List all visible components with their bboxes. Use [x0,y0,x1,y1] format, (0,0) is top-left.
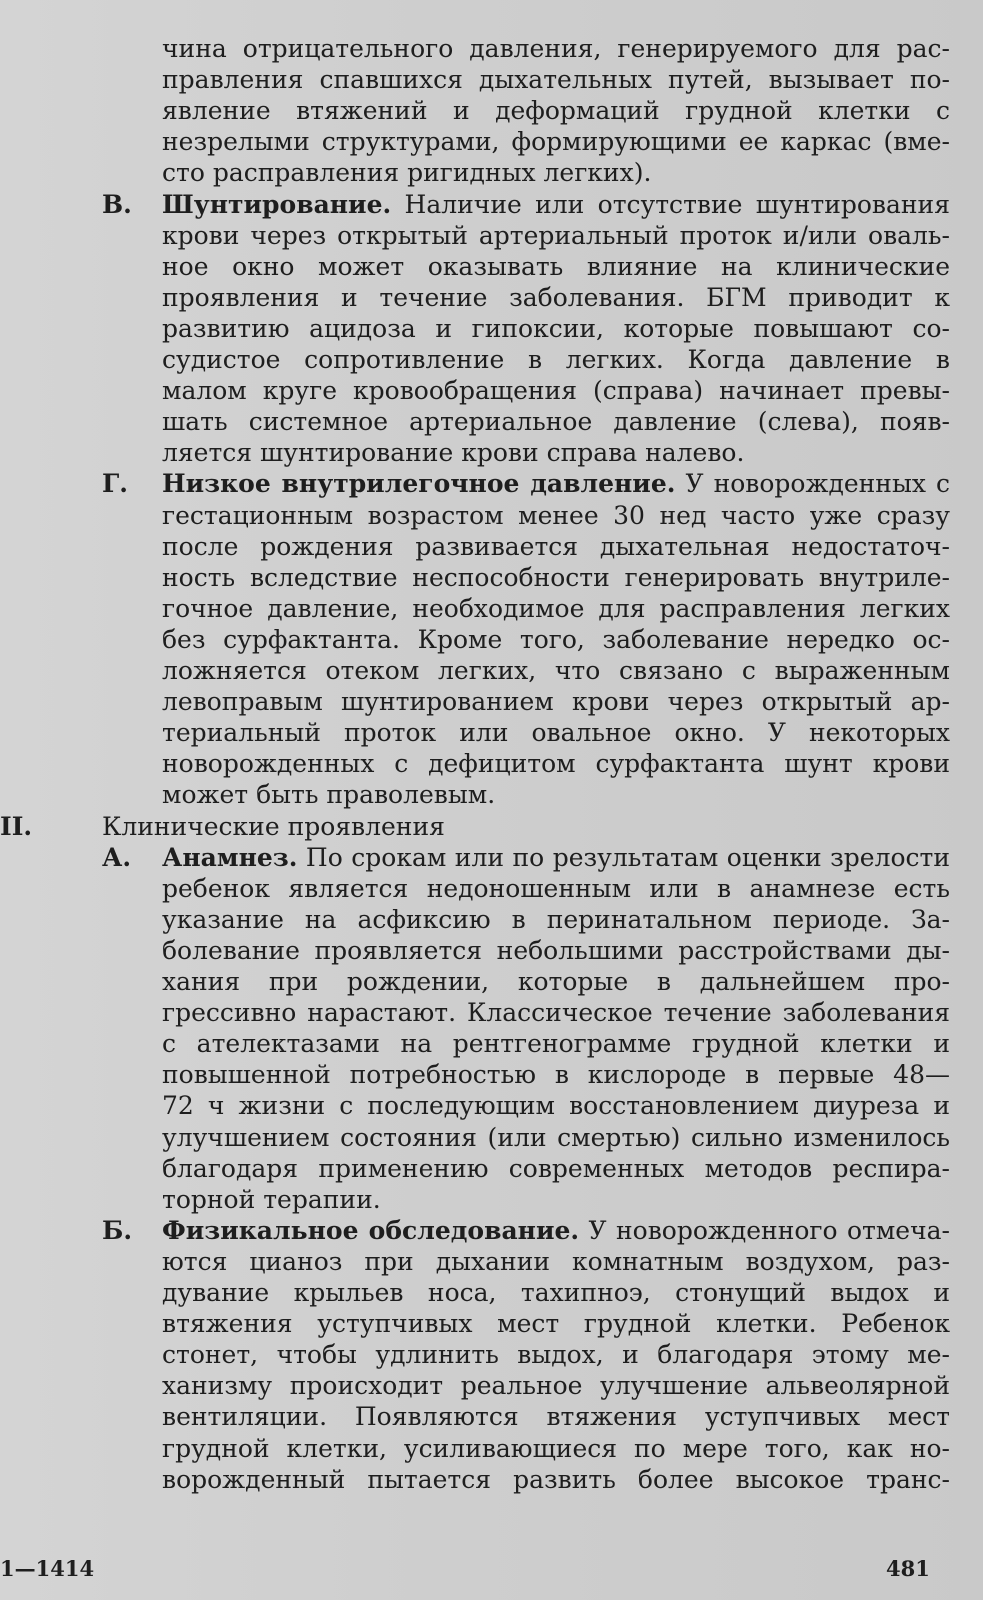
line-content: гочное давление, необходимое для расправления легких [162,593,950,623]
line-text [162,500,950,532]
text-line [0,1339,983,1371]
line-content: улучшением состояния (или смертью) сильно изменилось [162,1122,950,1152]
line-content: левоправым шунтированием крови через открытый ар- [162,687,950,717]
line-text [162,1433,950,1465]
text-line [0,1028,983,1060]
line-content: новорожденных с дефицитом сурфактанта шунт крови [162,749,950,779]
text-line [0,375,983,407]
line-content: втяжения уступчивых мест грудной клетки. Ребенок [162,1309,950,1339]
line-content: стонет, чтобы удлинить выдох, и благодаря этому ме- [162,1340,950,1370]
text-line [0,95,983,127]
text-line [0,282,983,314]
text-line [0,748,983,780]
line-content: повышенной потребностью в кислороде в первые 48— [162,1060,950,1090]
line-content: По срокам или по результатам оценки зрелости [297,842,950,872]
line-text [162,562,950,594]
line-content: У новорожденного отмеча- [579,1215,950,1245]
line-text [162,1339,950,1371]
line-text [162,748,950,780]
item-label: Г. [102,469,128,499]
line-text [162,1028,950,1060]
text-line [0,220,983,252]
text-line [0,562,983,594]
text-line [0,189,983,221]
text-line [0,1277,983,1309]
text-line [0,593,983,625]
item-title: Анамнез. [162,842,298,872]
line-text [162,842,950,874]
item-label: Б. [102,1215,133,1245]
line-content: вентиляции. Появляются втяжения уступчивых мест [162,1402,950,1432]
line-text [162,873,950,905]
line-text [162,126,950,158]
text-line [0,811,983,843]
line-text [162,935,950,967]
line-text [162,406,950,438]
footer-signature: 1—1414 [0,1556,95,1581]
line-text [162,1246,950,1278]
line-text [162,437,950,469]
text-line [0,966,983,998]
line-content: может быть праволевым. [162,780,496,810]
line-text [162,95,950,127]
text-line [0,126,983,158]
text-line [0,842,983,874]
line-content: ное окно может оказывать влияние на клинические [162,251,950,281]
text-line [0,33,983,65]
line-text [162,966,950,998]
line-content: ворожденный пытается развить более высокое транс- [162,1464,950,1494]
line-content: незрелыми структурами, формирующими ее каркас (вме- [162,127,950,157]
text-line [0,1153,983,1185]
text-line [0,500,983,532]
line-content: после рождения развивается дыхательная недостаточ- [162,531,950,561]
text-line [0,873,983,905]
text-line [0,1059,983,1091]
text-line [0,251,983,283]
line-text [162,1059,950,1091]
line-text [162,189,950,221]
item-title: Физикальное обследование. [162,1215,580,1245]
line-content: явление втяжений и деформаций грудной клетки с [162,96,950,126]
text-line [0,1215,983,1247]
text-line [0,997,983,1029]
line-content: благодаря применению современных методов респира- [162,1153,950,1183]
item-title: Шунтирование. [162,189,392,219]
line-content: с ателектазами на рентгенограмме грудной клетки и [162,1029,950,1059]
line-text [162,1464,950,1496]
line-content: указание на асфиксию в перинатальном периоде. За- [162,904,950,934]
line-content: ребенок является недоношенным или в анамнезе есть [162,873,950,903]
line-text [162,1153,950,1185]
line-content: крови через открытый артериальный проток и/или оваль- [162,220,950,250]
line-content: проявления и течение заболевания. БГМ приводит к [162,282,950,312]
text-line [0,1464,983,1496]
section-number: II. [0,811,33,841]
text-line [0,1246,983,1278]
item-title: Низкое внутрилегочное давление. [162,469,676,499]
line-text [162,1215,950,1247]
line-text [162,1308,950,1340]
line-text [162,282,950,314]
text-line [0,1401,983,1433]
line-content: грудной клетки, усиливающиеся по мере того, как но- [162,1433,950,1463]
line-text [162,1122,950,1154]
text-line [0,1433,983,1465]
line-text [162,655,950,687]
line-text [162,251,950,283]
line-text [162,375,950,407]
line-content: хания при рождении, которые в дальнейшем про- [162,967,950,996]
line-text [162,1090,950,1122]
line-content: торной терапии. [162,1184,381,1214]
text-line [0,935,983,967]
line-text [162,220,950,252]
line-text [162,531,950,563]
line-text [162,624,950,656]
line-text [162,593,950,625]
line-content: Наличие или отсутствие шунтирования [391,189,950,219]
page-number: 481 [886,1556,930,1581]
item-label: В. [102,189,132,219]
line-content: чина отрицательного давления, генерируемого для рас- [162,34,950,63]
text-line [0,157,983,189]
text-line [0,437,983,469]
line-content: шать системное артериальное давление (слева), появ- [162,407,950,437]
line-text [162,1184,950,1216]
line-text [162,157,950,189]
line-content: правления спавшихся дыхательных путей, вызывает по- [162,65,950,95]
line-content: ляется шунтирование крови справа налево. [162,438,745,468]
text-line [0,717,983,749]
item-label: А. [102,842,132,872]
text-line [0,904,983,936]
line-text [162,1277,950,1309]
line-content: ханизму происходит реальное улучшение альвеолярной [162,1371,950,1401]
line-text [162,344,950,376]
line-content: дувание крыльев носа, тахипноэ, стонущий выдох и [162,1278,950,1307]
line-text [162,904,950,936]
line-content: териальный проток или овальное окно. У некоторых [162,718,950,748]
text-line [0,1370,983,1402]
line-content: У новорожденных с [675,469,951,499]
line-content: грессивно нарастают. Классическое течение заболевания [162,998,950,1028]
text-line [0,313,983,345]
text-line [0,468,983,500]
line-text [162,64,950,96]
line-content: 72 ч жизни с последующим восстановлением диуреза и [162,1091,950,1121]
line-text [162,1370,950,1402]
text-line [0,686,983,718]
line-content: судистое сопротивление в легких. Когда давление в [162,345,950,374]
line-content: гестационным возрастом менее 30 нед часто уже сразу [162,500,950,530]
line-content: ность вследствие неспособности генерировать внутриле- [162,562,950,592]
line-text [162,717,950,749]
text-line [0,655,983,687]
line-content: болевание проявляется небольшими расстройствами ды- [162,935,950,965]
line-text [162,779,950,811]
text-line [0,406,983,438]
text-line [0,344,983,376]
line-text [162,313,950,345]
text-line [0,1122,983,1154]
section-heading: Клинические проявления [102,811,445,841]
line-content: развитию ацидоза и гипоксии, которые повышают со- [162,313,950,343]
line-text [162,686,950,718]
text-line [0,1184,983,1216]
line-text [162,1401,950,1433]
text-line [0,1308,983,1340]
line-text [162,33,950,65]
line-content: сто расправления ригидных легких). [162,158,652,188]
line-content: ложняется отеком легких, что связано с выраженным [162,656,950,685]
line-text [162,468,950,500]
line-text [162,997,950,1029]
line-content: малом круге кровообращения (справа) начинает превы- [162,376,950,406]
text-line [0,531,983,563]
text-line [0,1090,983,1122]
line-content: ются цианоз при дыхании комнатным воздухом, раз- [162,1246,950,1276]
text-line [0,624,983,656]
line-content: без сурфактанта. Кроме того, заболевание нередко ос- [162,624,950,654]
text-line [0,64,983,96]
text-line [0,779,983,811]
